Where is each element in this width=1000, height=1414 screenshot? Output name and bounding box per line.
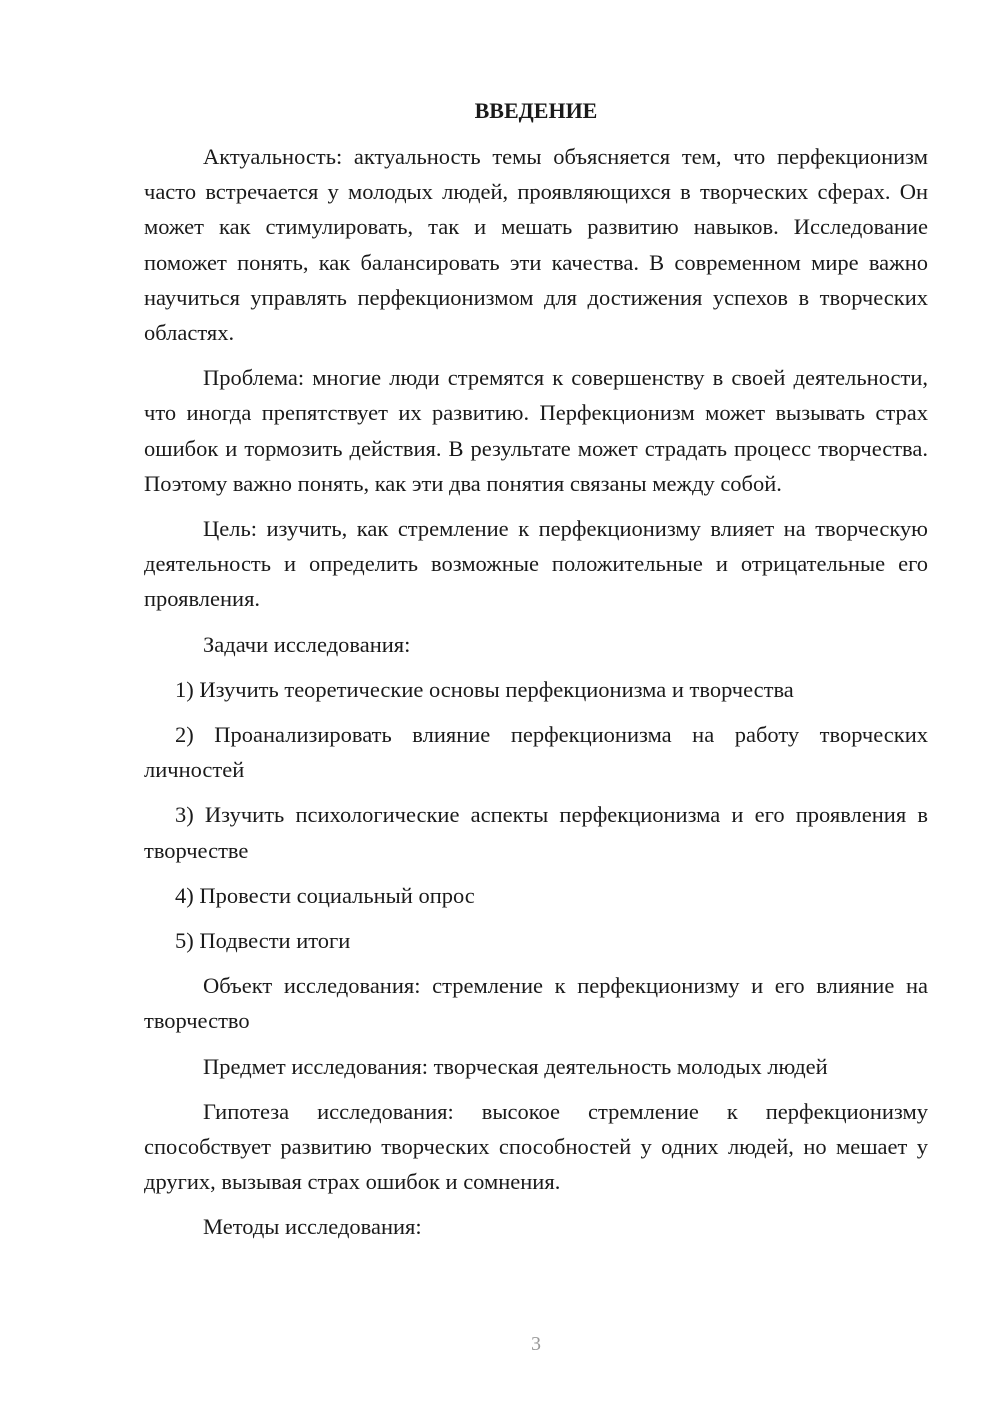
tasks-heading: Задачи исследования: bbox=[203, 631, 411, 657]
paragraph-relevance: Актуальность: актуальность темы объясняется тем, что перфекционизм часто встречается у молодых людей, проявляющихся в творческих сферах. Он может как стимулировать, так и мешать развитию навыков. Исследование поможет понять, как балансировать эти качества. В современном мире важно научиться управлять перфекционизмом для достижения успехов в творческих областях. bbox=[144, 144, 928, 346]
paragraph-subject: Предмет исследования: творческая деятельность молодых людей bbox=[203, 1053, 828, 1079]
task-item-4: 4) Провести социальный опрос bbox=[175, 882, 475, 908]
task-item-5: 5) Подвести итоги bbox=[175, 928, 351, 954]
task-item-2: 2) Проанализировать влияние перфекционизма на работу творческих личностей bbox=[144, 722, 928, 783]
paragraph-methods: Методы исследования: bbox=[203, 1214, 422, 1240]
task-item-1: 1) Изучить теоретические основы перфекционизма и творчества bbox=[175, 676, 794, 702]
page-number: 3 bbox=[531, 1333, 541, 1355]
task-item-3: 3) Изучить психологические аспекты перфекционизма и его проявления в творчестве bbox=[144, 802, 928, 863]
paragraph-object: Объект исследования: стремление к перфекционизму и его влияние на творчество bbox=[144, 973, 928, 1034]
document-page bbox=[144, 95, 928, 1255]
page-title: ВВЕДЕНИЕ bbox=[474, 98, 598, 123]
paragraph-hypothesis: Гипотеза исследования: высокое стремление к перфекционизму способствует развитию творческих способностей у одних людей, но мешает у других, вызывая страх ошибок и сомнения. bbox=[144, 1098, 928, 1195]
paragraph-problem: Проблема: многие люди стремятся к совершенству в своей деятельности, что иногда препятствует их развитию. Перфекционизм может вызывать страх ошибок и тормозить действия. В результате может страдать процесс творчества. Поэтому важно понять, как эти два понятия связаны между собой. bbox=[144, 365, 928, 496]
paragraph-goal: Цель: изучить, как стремление к перфекционизму влияет на творческую деятельность и определить возможные положительные и отрицательные его проявления. bbox=[144, 516, 928, 612]
